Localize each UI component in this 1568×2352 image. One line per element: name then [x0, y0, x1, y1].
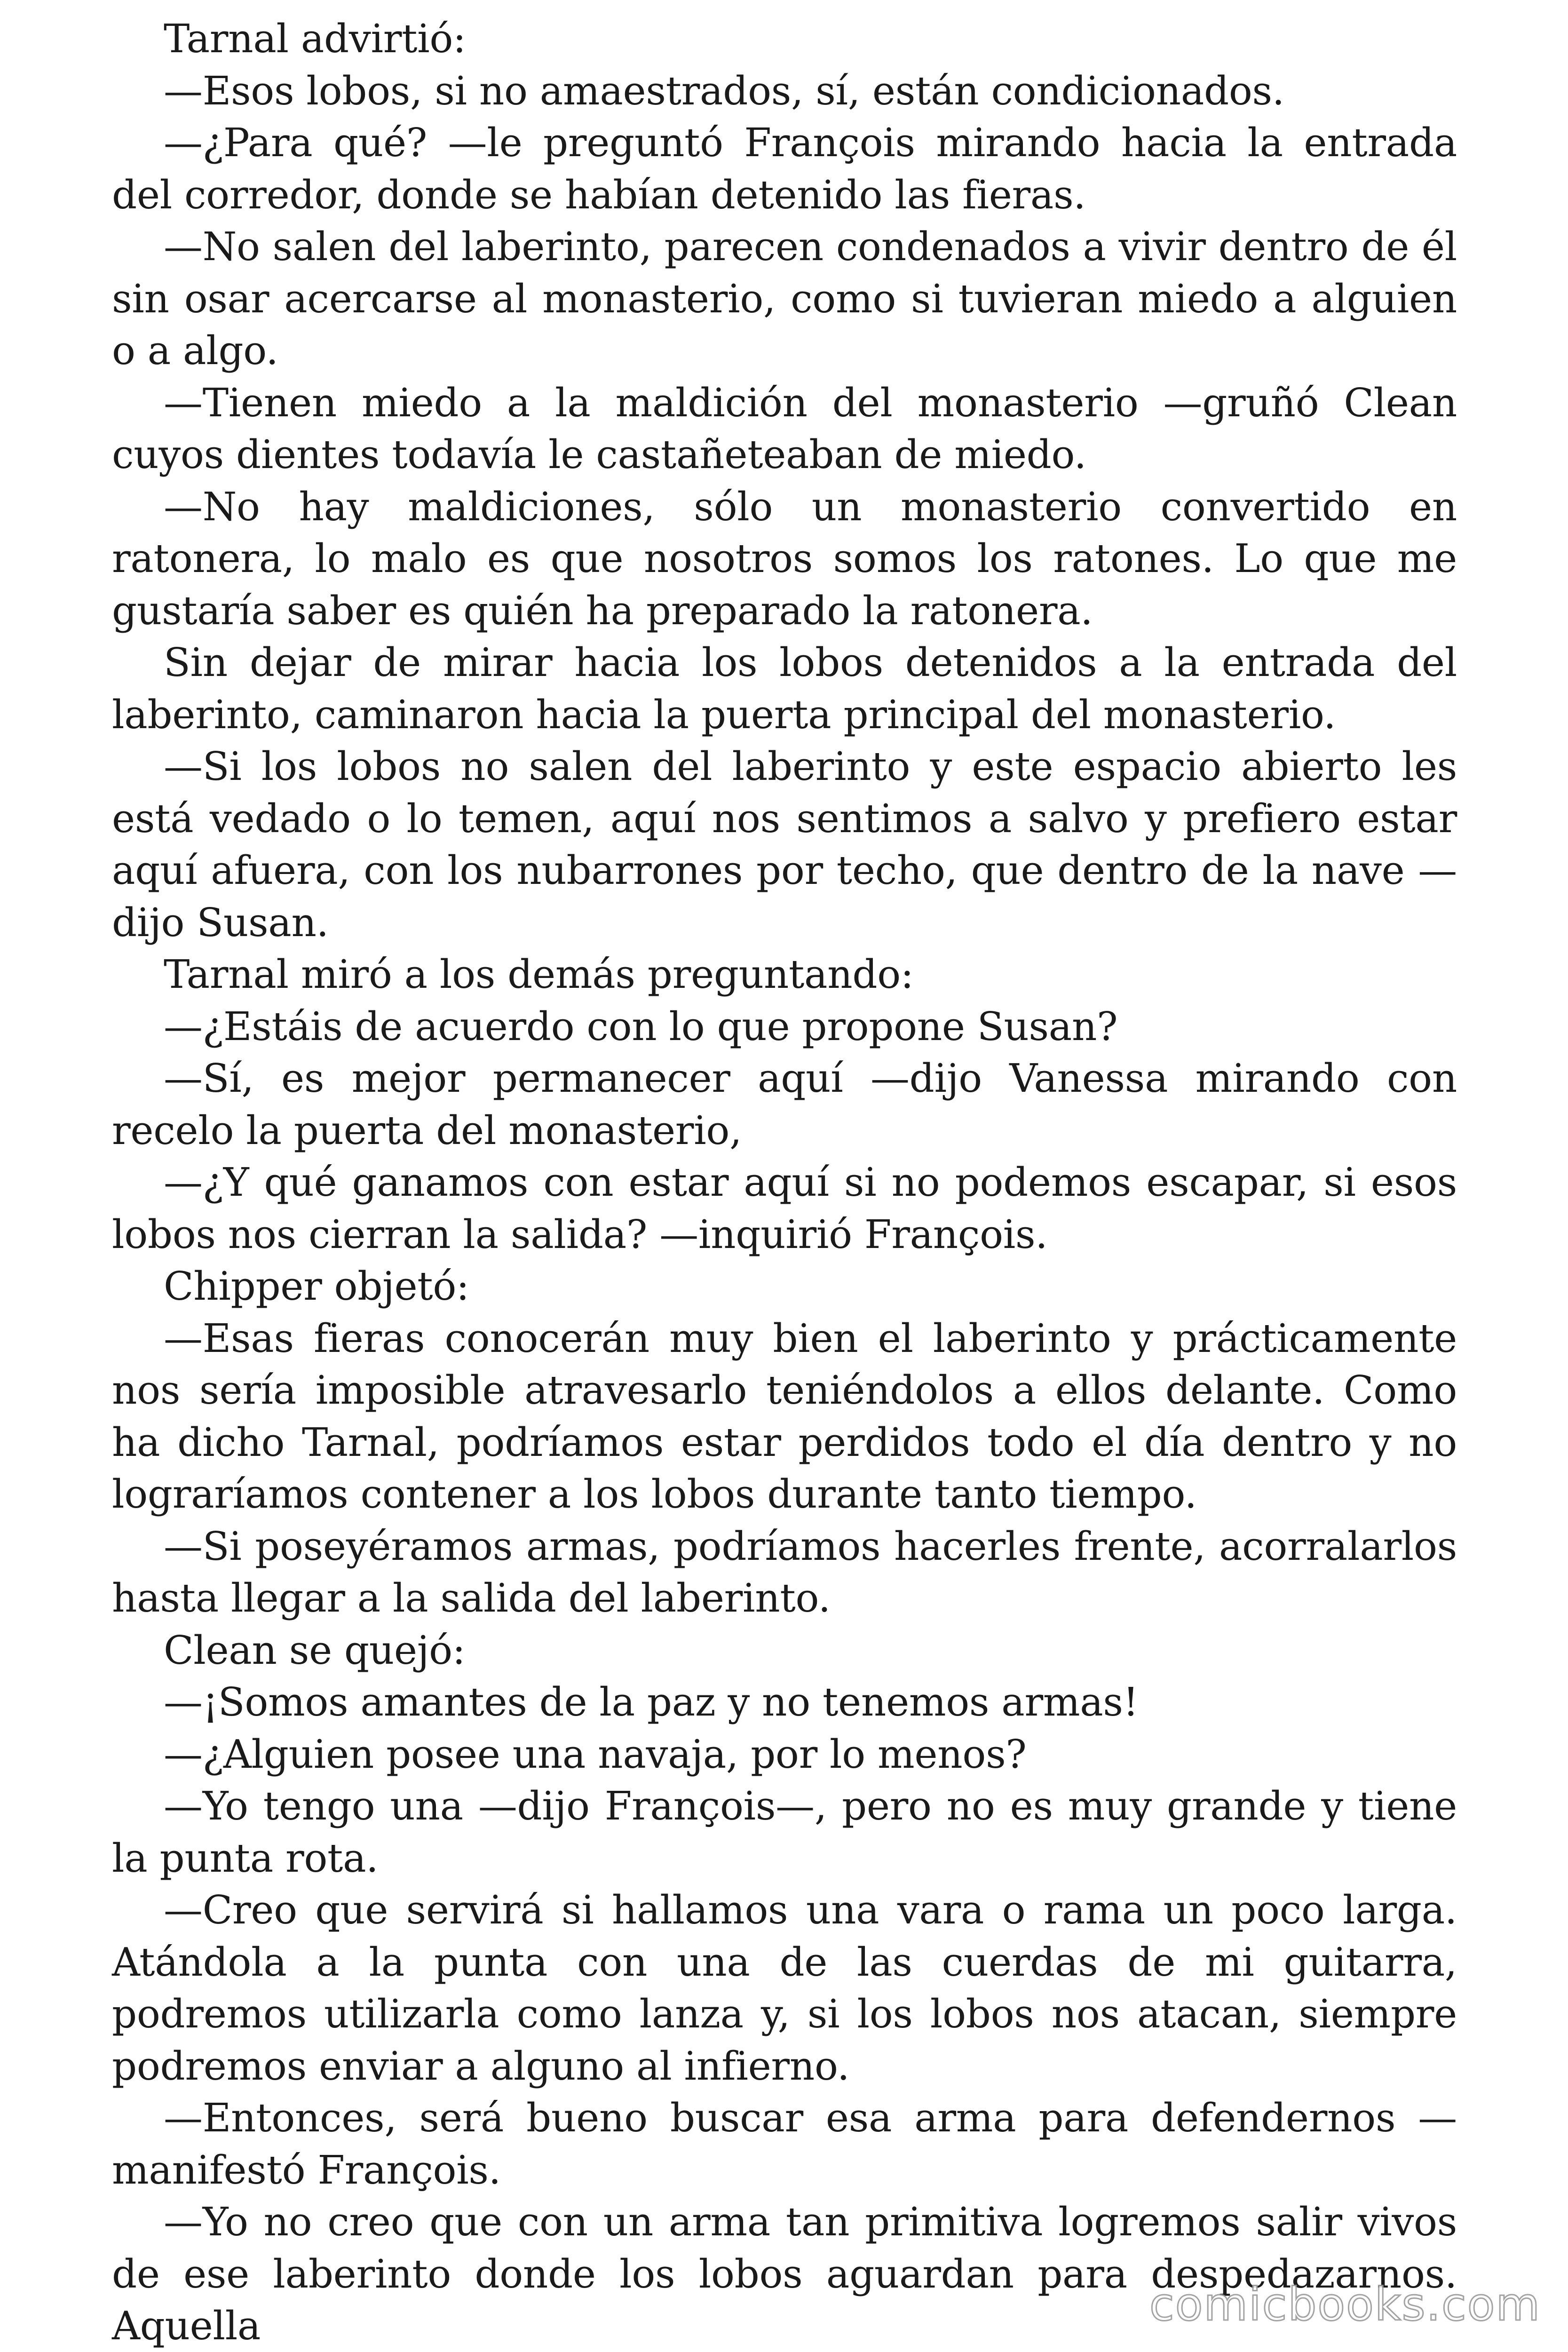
paragraph: —No salen del laberinto, parecen condenados a vivir dentro de él sin osar acercarse al monasterio, como si tuvieran miedo a alguien o a algo. [112, 224, 1457, 373]
paragraph: —¿Alguien posee una navaja, por lo menos? [164, 1731, 1027, 1777]
paragraph: —Si los lobos no salen del laberinto y este espacio abierto les está vedado o lo temen, aquí nos sentimos a salvo y prefiero estar aquí afuera, con los nubarrones por techo, que dentro de la nave —dijo Susan. [112, 744, 1457, 946]
paragraph: —¿Para qué? —le preguntó François mirando hacia la entrada del corredor, donde se habían detenido las fieras. [112, 120, 1457, 218]
paragraph: —Tienen miedo a la maldición del monasterio —gruñó Clean cuyos dientes todavía le castañeteaban de miedo. [112, 380, 1457, 477]
paragraph: —¿Estáis de acuerdo con lo que propone Susan? [164, 1003, 1118, 1049]
paragraph: —Esas fieras conocerán muy bien el laberinto y prácticamente nos sería imposible atravesarlo teniéndolos a ellos delante. Como ha dicho Tarnal, podríamos estar perdidos todo el día dentro y no lograríamos contener a los lobos durante tanto tiempo. [112, 1315, 1457, 1517]
paragraph: Chipper objetó: [164, 1263, 469, 1309]
paragraph: Clean se quejó: [164, 1627, 466, 1673]
paragraph: —Yo tengo una —dijo François—, pero no es muy grande y tiene la punta rota. [112, 1783, 1457, 1881]
paragraph: —¡Somos amantes de la paz y no tenemos armas! [164, 1679, 1139, 1725]
paragraph: Tarnal miró a los demás preguntando: [164, 952, 914, 997]
paragraph: —¿Y qué ganamos con estar aquí si no podemos escapar, si esos lobos nos cierran la salida? —inquirió François. [112, 1160, 1457, 1257]
paragraph-continued: —Yo no creo que con un arma tan primitiva logremos salir vivos de ese laberinto donde los lobos aguardan para despedazarnos. Aquella [112, 2199, 1457, 2349]
paragraph: —Entonces, será bueno buscar esa arma para defendernos —manifestó François. [112, 2095, 1457, 2193]
paragraph: Sin dejar de mirar hacia los lobos detenidos a la entrada del laberinto, caminaron hacia la puerta principal del monasterio. [112, 640, 1457, 738]
paragraph: —Creo que servirá si hallamos una vara o rama un poco larga. Atándola a la punta con una de las cuerdas de mi guitarra, podremos utilizarla como lanza y, si los lobos nos atacan, siempre podremos enviar a alguno al infierno. [112, 1887, 1457, 2089]
paragraph: —Esos lobos, si no amaestrados, sí, están condicionados. [164, 68, 1284, 114]
watermark: comicbooks.com [1149, 2278, 1541, 2331]
book-page [112, 13, 1457, 2352]
paragraph: —Si poseyéramos armas, podríamos hacerles frente, acorralarlos hasta llegar a la salida del laberinto. [112, 1523, 1457, 1621]
paragraph: Tarnal advirtió: [164, 16, 466, 62]
paragraph: —No hay maldiciones, sólo un monasterio convertido en ratonera, lo malo es que nosotros somos los ratones. Lo que me gustaría saber es quién ha preparado la ratonera. [112, 484, 1457, 634]
paragraph: —Sí, es mejor permanecer aquí —dijo Vanessa mirando con recelo la puerta del monasterio, [112, 1056, 1457, 1153]
